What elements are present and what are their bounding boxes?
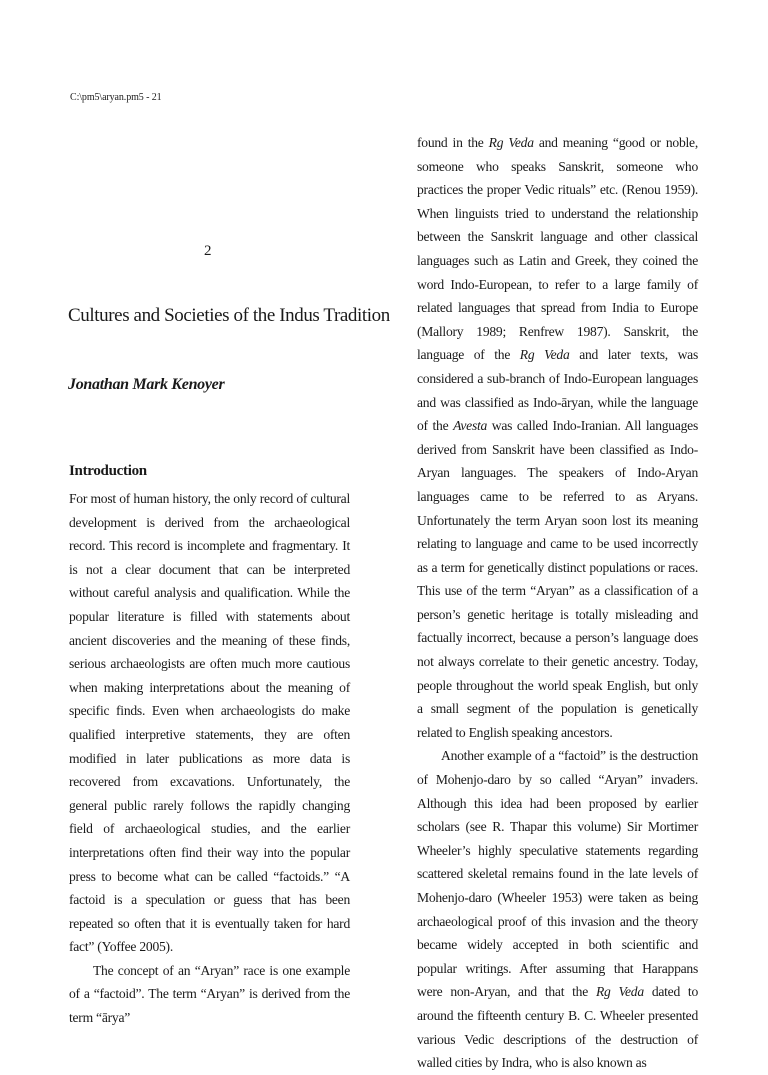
right-column <box>417 131 698 1075</box>
text-run: was called Indo-Iranian. All languages derived from Sanskrit have been classified as Indo-Aryan languages. The speakers of Indo-Aryan languages came to be referred to as Aryans. Unfortunately the term Aryan soon lost its meaning relating to language and came to be used incorrectly as a term for genetically distinct populations or races. This use of the term “Aryan” as a classification of a person’s genetic heritage is totally misleading and factually incorrect, because a person’s language does not always correlate to their genetic ancestry. Today, people throughout the world speak English, but only a small segment of the population is genetically related to English speaking ancestors. <box>417 418 698 740</box>
chapter-number: 2 <box>204 243 212 259</box>
text-run: and meaning “good or noble, someone who speaks Sanskrit, someone who practices the proper Vedic rituals” etc. (Renou 1959). When linguists tried to understand the relationship between the Sanskrit language and other classical languages such as Latin and Greek, they coined the word Indo-European, to refer to a large family of related languages that spread from India to Europe (Mallory 1989; Renfrew 1987). Sanskrit, the language of the <box>417 135 698 363</box>
paragraph <box>417 131 698 744</box>
file-path-header: C:\pm5\aryan.pm5 - 21 <box>70 92 162 103</box>
text-run: dated to around the fifteenth century B. C. Wheeler presented various Vedic descriptions of the destruction of walled cities by Indra, who is also known as <box>417 984 698 1071</box>
paragraph: The concept of an “Aryan” race is one example of a “factoid”. The term “Aryan” is derived from the term “ārya” <box>69 962 350 1026</box>
paragraph <box>417 744 698 1074</box>
work-title: Rg Veda <box>595 984 644 1000</box>
text-run: Another example of a “factoid” is the destruction of Mohenjo-daro by so called “Aryan” invaders. Although this idea had been proposed by earlier scholars (see R. Thapar this volume) Sir Mortimer Wheeler’s highly speculative statements regarding scattered skeletal remains found in the late levels of Mohenjo-daro (Wheeler 1953) were taken as being archaeological proof of this invasion and the theory became widely accepted in both scientific and popular writings. After assuming that Harappans were non-Aryan, and that the <box>417 748 698 1000</box>
work-title: Avesta <box>453 418 488 434</box>
text-run: and later texts, was considered a sub-branch of Indo-European languages and was classified as Indo-āryan, while the language of the <box>417 347 698 434</box>
paragraph: For most of human history, the only record of cultural development is derived from the archaeological record. This record is incomplete and fragmentary. It is not a clear document that can be interpreted without careful analysis and qualification. While the popular literature is filled with statements about ancient discoveries and the meaning of these finds, serious archaeologists are often much more cautious when making interpretations about the meaning of specific finds. Even when archaeologists do make qualified interpretive statements, they are often modified in later publications as more data is recovered from excavations. Unfortunately, the general public rarely follows the rapidly changing field of archaeological studies, and the earlier interpretations often find their way into the popular press to become what can be called “factoids.” “A factoid is a speculation or guess that has been repeated so often that it is eventually taken for hard fact” (Yoffee 2005). <box>69 491 350 955</box>
chapter-author: Jonathan Mark Kenoyer <box>68 376 225 393</box>
section-heading: Introduction <box>69 463 147 479</box>
work-title: Rg Veda <box>488 135 534 150</box>
chapter-title: Cultures and Societies of the Indus Tradition <box>68 305 390 326</box>
work-title: Rg Veda <box>519 347 570 363</box>
text-run: found in the <box>417 135 489 150</box>
left-column <box>69 487 350 1030</box>
